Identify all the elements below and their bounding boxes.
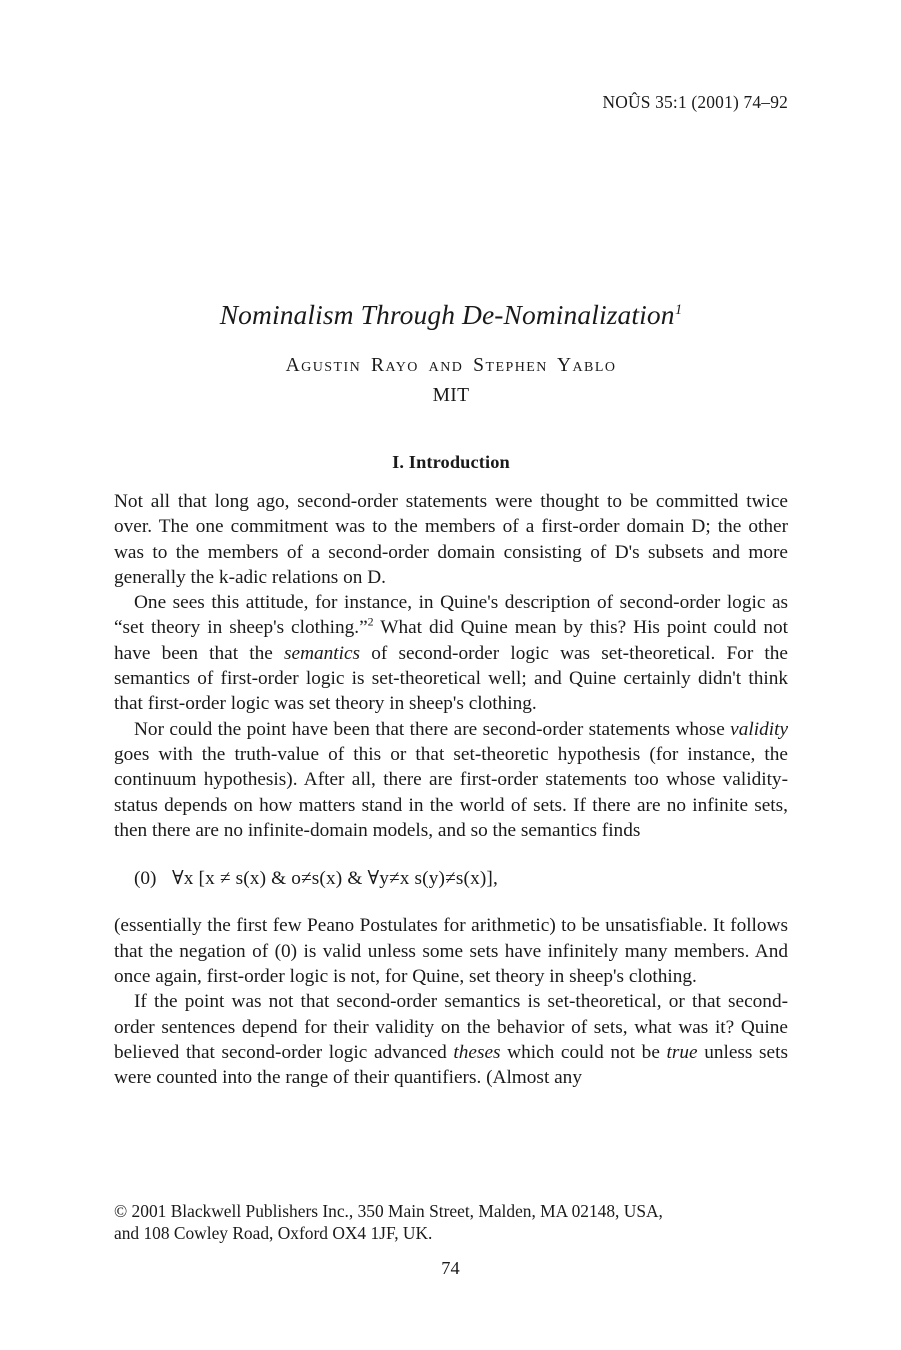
paragraph-5-part-b: which could not be (500, 1041, 667, 1063)
paragraph-3-italic-validity: validity (730, 718, 788, 740)
numbered-formula (114, 866, 788, 891)
body-column (114, 452, 788, 1091)
article-title-text: Nominalism Through De-Nominalization (219, 299, 675, 330)
paragraph-2-part-b: What did Quine mean by this? His point could not have been that the (114, 617, 789, 664)
paragraph-5-part-a: If the point was not that second-order semantics is set-theoretical, or that second-order sentences depend for their validity on the behavior of sets, what was it? Quine believed that second-order logic advanced (114, 991, 788, 1063)
page-number: 74 (441, 1258, 460, 1278)
footnote-marker-2: 2 (367, 615, 374, 630)
paragraph-4-text: (essentially the first few Peano Postulates for arithmetic) to be unsatisfiable. It follows that the negation of (0) is valid unless some sets have infinitely many members. And once again, first-order logic is not, for Quine, set theory in sheep's clothing. (114, 915, 788, 988)
paragraph-2-part-a: One sees this attitude, for instance, in Quine's description of second-order logic as “set theory in sheep's clothing.” (114, 592, 788, 639)
paragraph-2-italic-semantics: semantics (284, 642, 361, 664)
paragraph-3-part-a: Nor could the point have been that there are second-order statements whose (134, 718, 731, 740)
formula-expression: ∀x [x ≠ s(x) & o≠s(x) & ∀y≠x s(y)≠s(x)], (172, 868, 498, 890)
title-block (114, 299, 788, 407)
paragraph-2-part-c: of second-order logic was set-theoretical. For the semantics of first-order logic is set-theoretical well; and Quine certainly didn't think that first-order logic was set theory in sheep's clothing. (114, 642, 788, 715)
paragraph-1 (114, 489, 788, 590)
copyright-notice (114, 1201, 788, 1244)
paragraph-5-part-c: unless sets were counted into the range of their quantifiers. (Almost any (114, 1041, 788, 1089)
title-footnote-marker: 1 (675, 301, 683, 318)
copyright-line-1: © 2001 Blackwell Publishers Inc., 350 Main Street, Malden, MA 02148, USA, (114, 1201, 663, 1221)
formula-label: (0) (134, 868, 157, 890)
page-title (114, 299, 788, 331)
paragraph-3 (114, 717, 788, 843)
paragraph-5-italic-true: true (666, 1041, 698, 1063)
paragraph-3-part-b: goes with the truth-value of this or that set-theoretic hypothesis (for instance, the continuum hypothesis). After all, there are first-order statements too whose validity-status depends on how matters stand in the world of sets. If there are no infinite sets, then there are no infinite-domain models, and so the semantics finds (114, 743, 788, 841)
paragraph-5 (114, 989, 788, 1090)
affiliation: MIT (432, 384, 470, 406)
author-line: Agustin Rayo and Stephen Yablo (285, 354, 617, 376)
running-head: NOÛS 35:1 (2001) 74–92 (602, 92, 788, 112)
copyright-line-2: and 108 Cowley Road, Oxford OX4 1JF, UK. (114, 1222, 433, 1243)
paragraph-5-italic-theses: theses (453, 1041, 501, 1063)
paragraph-2 (114, 590, 788, 716)
paragraph-1-text: Not all that long ago, second-order statements were thought to be committed twice over. The one commitment was to the members of a first-order domain D; the other was to the members of a second-order domain consisting of D's subsets and more generally the k-adic relations on D. (114, 491, 788, 588)
paragraph-4 (114, 913, 788, 989)
section-heading: I. Introduction (392, 452, 510, 472)
